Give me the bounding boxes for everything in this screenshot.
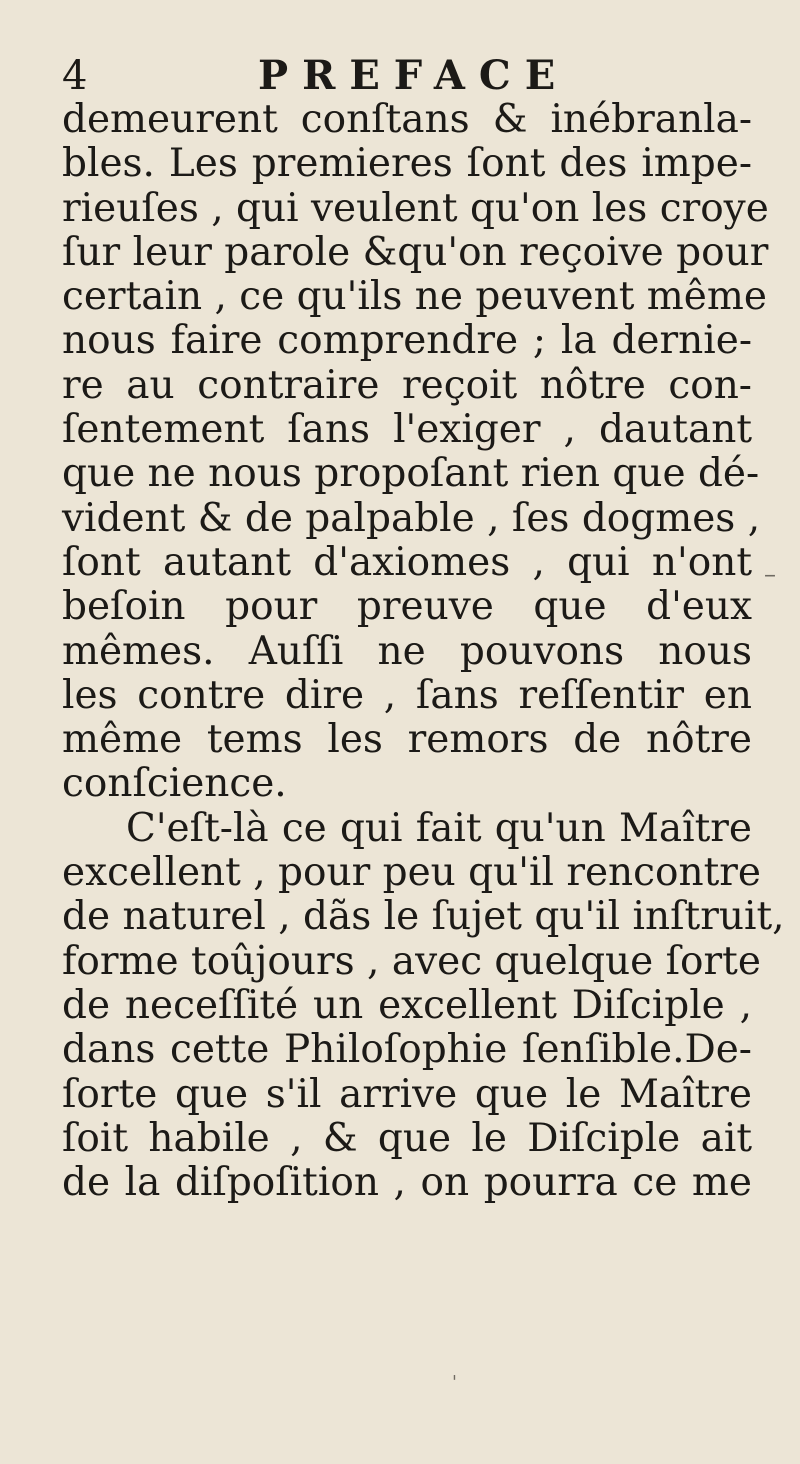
text-line: de naturel , dãs le ſujet qu'il inſtruit, — [62, 894, 785, 940]
text-line: que ne nous propoſant rien que dé- — [62, 451, 760, 497]
running-head: PREFACE — [258, 52, 570, 99]
text-line: ſentement ſans l'exiger , dautant — [62, 407, 752, 453]
paragraph — [62, 97, 769, 807]
text-line: demeurent conſtans & inébranla- — [62, 97, 752, 142]
text-line: dans cette Philoſophie ſenſible.De- — [62, 1027, 752, 1073]
text-line: ſorte que s'il arrive que le Maître — [62, 1071, 752, 1117]
text-line: C'eſt-là ce qui fait qu'un Maître — [126, 805, 752, 851]
ink-speck: – — [764, 560, 776, 588]
text-line: conſcience. — [62, 761, 287, 807]
text-line: re au contraire reçoit nôtre con- — [62, 362, 752, 408]
ink-speck: ' — [452, 1372, 457, 1393]
text-line: même tems les remors de nôtre — [62, 717, 752, 763]
page-header — [62, 48, 742, 104]
page-number: 4 — [62, 53, 88, 99]
text-line: de neceſſité un excellent Diſciple , — [62, 982, 752, 1028]
text-line: forme toûjours , avec quelque ſorte — [62, 938, 761, 984]
text-line: mêmes. Auſſi ne pouvons nous — [62, 628, 752, 674]
paragraph — [62, 805, 785, 1206]
text-line: nous faire comprendre ; la dernie- — [62, 318, 752, 364]
text-line: rieuſes , qui veulent qu'on les croye — [62, 185, 769, 231]
text-line: beſoin pour preuve que d'eux — [62, 584, 752, 630]
text-line: vident & de palpable , ſes dogmes , — [62, 495, 761, 541]
text-line: les contre dire , ſans reſſentir en — [62, 672, 752, 718]
text-line: bles. Les premieres ſont des impe- — [62, 141, 752, 187]
text-line: ſont autant d'axiomes , qui n'ont — [62, 539, 752, 585]
body-text — [62, 97, 785, 1206]
text-line: excellent , pour peu qu'il rencontre — [62, 850, 761, 896]
text-line: ſur leur parole &qu'on reçoive pour — [62, 229, 769, 275]
text-line: ſoit habile , & que le Diſciple ait — [62, 1115, 752, 1161]
text-line: certain , ce qu'ils ne peuvent même — [62, 274, 767, 320]
text-line: de la diſpoſition , on pourra ce me — [62, 1160, 752, 1206]
